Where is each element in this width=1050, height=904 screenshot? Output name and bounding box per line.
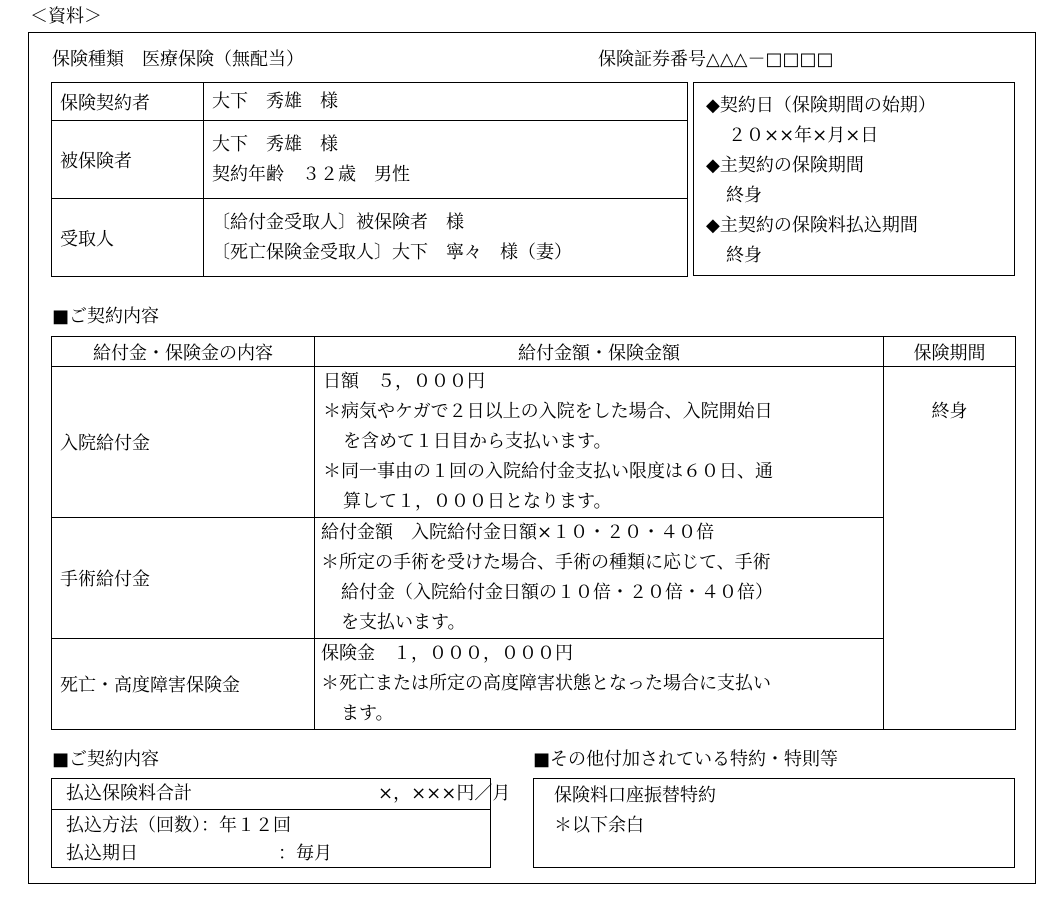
party-label: 被保険者: [52, 121, 204, 199]
rider-line: 保険料口座振替特約: [554, 785, 716, 806]
benefit-name: 死亡・高度障害保険金: [52, 639, 315, 730]
period-line: ２０××年×月×日: [728, 125, 879, 146]
party-line: 大下 秀雄 様: [212, 133, 338, 155]
party-line: 契約年齢 ３２歳 男性: [212, 163, 410, 185]
benefit-amount: [315, 639, 884, 730]
insurance-type: 保険種類 医療保険（無配当）: [52, 49, 304, 70]
coverage-period: 終身: [884, 367, 1016, 730]
column-header: 給付金額・保険金額: [315, 337, 884, 367]
column-header: 給付金・保険金の内容: [52, 337, 315, 367]
amount-line: 保険金 １，０００，０００円: [321, 643, 573, 664]
party-value: [204, 199, 688, 277]
amount-line: 給付金額 入院給付金日額×１０・２０・４０倍: [321, 522, 715, 543]
benefit-name: 入院給付金: [52, 367, 315, 518]
parties-table: [51, 82, 688, 277]
party-value: [204, 121, 688, 199]
caption: ＜資料＞: [30, 6, 102, 27]
benefit-name: 手術給付金: [52, 518, 315, 639]
premium-date-label: 払込期日: [66, 843, 138, 864]
amount-line: を支払います。: [341, 612, 466, 633]
column-header: 保険期間: [884, 337, 1016, 367]
period-line: 終身: [726, 185, 762, 206]
riders-heading: ■その他付加されている特約・特則等: [533, 749, 839, 770]
amount-line: ＊同一事由の１回の入院給付金支払い限度は６０日、通: [323, 461, 773, 482]
party-label: 保険契約者: [52, 83, 204, 121]
amount-line: 給付金（入院給付金日額の１０倍・２０倍・４０倍）: [341, 582, 773, 603]
party-line: 〔給付金受取人〕被保険者 様: [212, 211, 464, 233]
contract-table: [51, 336, 1016, 730]
riders-box: [533, 778, 1015, 868]
premium-total-value: ×，×××円／月: [378, 783, 511, 804]
party-line: 大下 秀雄 様: [212, 90, 338, 112]
contract-heading: ■ご契約内容: [52, 306, 160, 327]
period-line: ◆契約日（保険期間の始期）: [706, 95, 936, 116]
premium-total-row: [52, 779, 511, 810]
amount-line: ＊死亡または所定の高度障害状態となった場合に支払い: [321, 673, 771, 694]
amount-line: を含めて１日目から支払います。: [343, 431, 612, 452]
premium-date-value: ：毎月: [278, 843, 332, 864]
benefit-amount: [315, 518, 884, 639]
premium-heading: ■ご契約内容: [52, 749, 160, 770]
policy-number: 保険証券番号△△△－□□□□: [598, 49, 834, 70]
rider-line: ＊以下余白: [554, 815, 644, 836]
party-label: 受取人: [52, 199, 204, 277]
period-info-box: [693, 82, 1015, 276]
amount-line: ＊所定の手術を受けた場合、手術の種類に応じて、手術: [321, 552, 771, 573]
party-line: 〔死亡保険金受取人〕大下 寧々 様（妻）: [212, 241, 572, 263]
premium-method: 払込方法（回数）：年１２回: [66, 815, 291, 836]
premium-total-label: 払込保険料合計: [66, 783, 192, 804]
amount-line: ＊病気やケガで２日以上の入院をした場合、入院開始日: [323, 401, 773, 422]
period-line: ◆主契約の保険料払込期間: [706, 215, 918, 236]
period-line: ◆主契約の保険期間: [706, 155, 864, 176]
amount-line: 日額 ５，０００円: [323, 371, 485, 392]
benefit-amount: [315, 367, 884, 518]
party-value: [204, 83, 688, 121]
amount-line: 算して１，０００日となります。: [343, 491, 612, 512]
premium-box: [51, 778, 511, 868]
amount-line: ます。: [341, 703, 394, 724]
period-line: 終身: [726, 245, 762, 266]
